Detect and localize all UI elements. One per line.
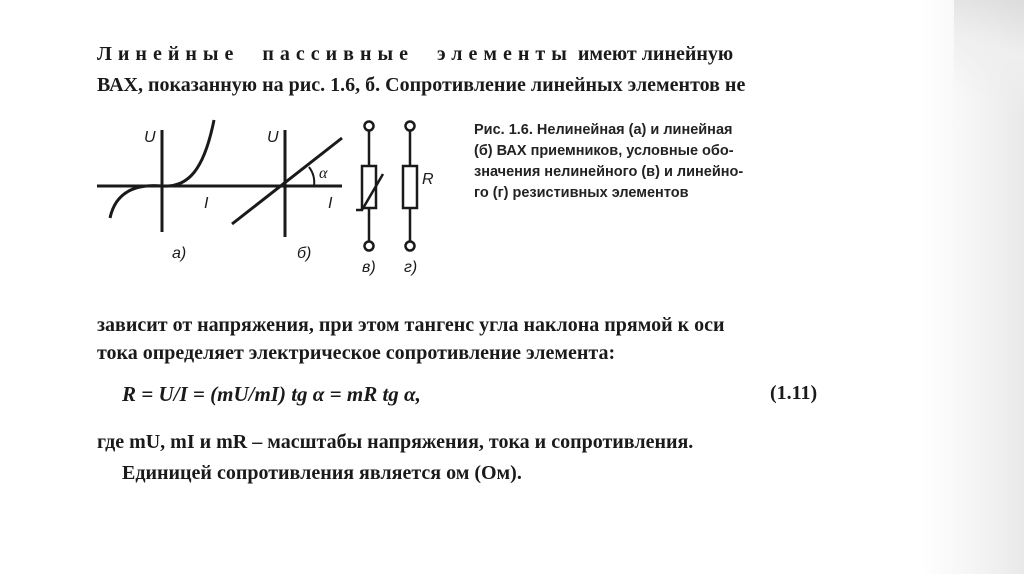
paragraph1-line1	[97, 42, 857, 66]
paragraph3-line2: Единицей сопротивления является ом (Ом).	[122, 462, 522, 484]
caption-line: Рис. 1.6. Нелинейная (а) и линейная	[474, 122, 733, 138]
paragraph3-line1: где mU, mI и mR – масштабы напряжения, тока и сопротивления.	[97, 431, 694, 453]
page-corner-shade	[954, 0, 1024, 140]
resistor-g-top-terminal	[406, 122, 415, 131]
equation-number: (1.11)	[770, 382, 818, 404]
spaced-term: Линейные пассивные элементы	[97, 43, 573, 65]
nonlinear-resistor-symbol	[356, 122, 383, 251]
resistor-g-label: г)	[404, 259, 418, 276]
caption-line: (б) ВАХ приемников, условные обо-	[474, 143, 734, 159]
resistor-g-r-label: R	[422, 171, 434, 188]
nonlinear-slash	[356, 174, 383, 210]
nonlinear-iv-graph	[97, 120, 232, 232]
graph-b-label: б)	[297, 245, 312, 262]
graph-a-label: а)	[172, 245, 187, 262]
linear-resistor-symbol	[403, 122, 417, 251]
figure-1-6	[92, 112, 452, 282]
paragraph1-line2: ВАХ, показанную на рис. 1.6, б. Сопротивление линейных элементов не	[97, 74, 746, 96]
caption-line: го (г) резистивных элементов	[474, 185, 689, 201]
graph-a-i-label: I	[204, 195, 209, 212]
graph-b-u-label: U	[267, 129, 279, 146]
graph-b-i-label: I	[328, 195, 333, 212]
resistor-g-body	[403, 166, 417, 208]
graph-b-alpha-label: α	[319, 165, 328, 182]
linear-iv-graph	[230, 130, 342, 237]
resistor-g-bottom-terminal	[406, 242, 415, 251]
paragraph2-line1: зависит от напряжения, при этом тангенс угла наклона прямой к оси	[97, 314, 725, 336]
formula-1-11: R = U/I = (mU/mI) tg α = mR tg α,	[122, 382, 421, 406]
figure-caption	[474, 120, 854, 204]
resistor-v-bottom-terminal	[365, 242, 374, 251]
graph-a-u-label: U	[144, 129, 156, 146]
alpha-arc	[309, 167, 314, 186]
caption-line: значения нелинейного (в) и линейно-	[474, 164, 744, 180]
resistor-v-label: в)	[362, 259, 376, 276]
resistor-v-top-terminal	[365, 122, 374, 131]
paragraph2-line2: тока определяет электрическое сопротивление элемента:	[97, 342, 616, 364]
resistor-v-body	[362, 166, 376, 208]
paragraph1-line1-rest: имеют линейную	[572, 43, 734, 65]
